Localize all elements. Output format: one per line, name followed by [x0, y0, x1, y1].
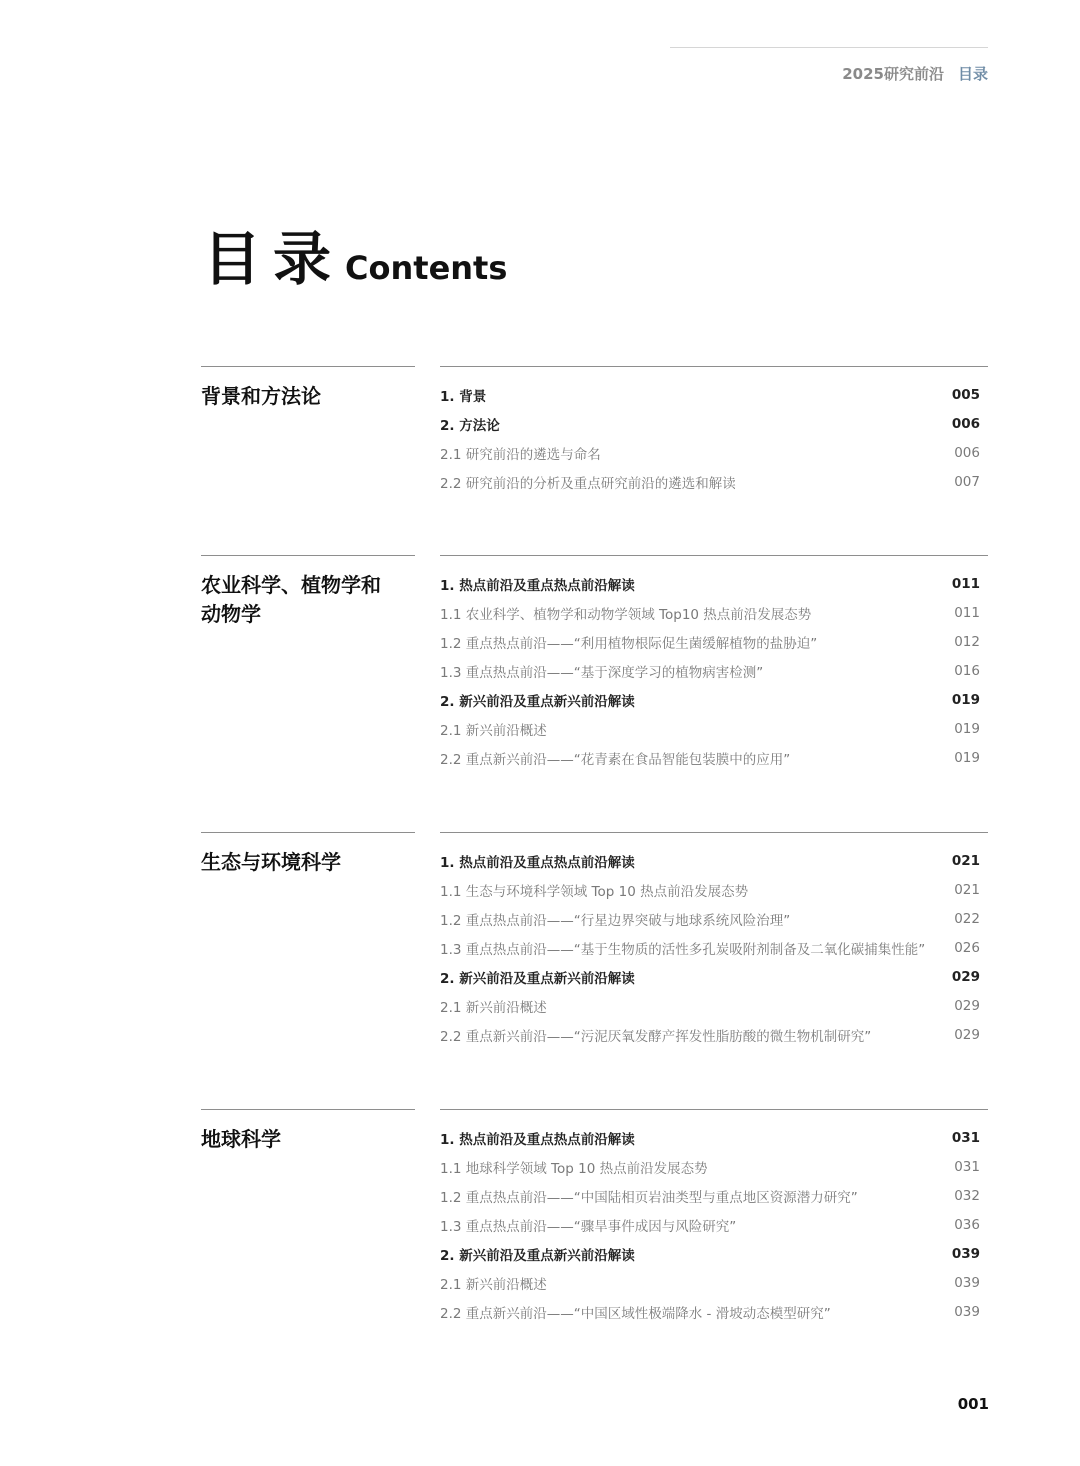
section-title: 背景和方法论	[201, 384, 321, 408]
toc-entry[interactable]	[440, 1181, 980, 1210]
toc-entry[interactable]	[440, 1239, 980, 1268]
toc-entry[interactable]	[440, 467, 980, 496]
toc-entry-page: 012	[954, 633, 980, 650]
page-title-zh: 目录	[203, 225, 344, 293]
page-title	[203, 212, 507, 296]
toc-entry-page: 016	[954, 662, 980, 679]
toc-entry-list	[440, 1123, 980, 1326]
toc-entry-page: 011	[951, 575, 980, 592]
toc-entry-label: 2. 方法论	[440, 417, 500, 434]
toc-entry-label: 1.2 重点热点前沿——“行星边界突破与地球系统风险治理”	[440, 912, 791, 929]
header-doc-title: 2025研究前沿	[842, 65, 944, 83]
section-title: 地球科学	[201, 1127, 281, 1151]
section-rule	[440, 366, 988, 367]
toc-entry-label: 2. 新兴前沿及重点新兴前沿解读	[440, 1247, 635, 1264]
toc-entry-page: 029	[954, 1026, 980, 1043]
toc-entry[interactable]	[440, 1123, 980, 1152]
toc-entry-label: 2.2 重点新兴前沿——“污泥厌氧发酵产挥发性脂肪酸的微生物机制研究”	[440, 1028, 872, 1045]
toc-entry-page: 029	[951, 968, 980, 985]
toc-entry[interactable]	[440, 380, 980, 409]
toc-entry-label: 1.1 农业科学、植物学和动物学领域 Top10 热点前沿发展态势	[440, 606, 812, 623]
toc-entry-label: 1.2 重点热点前沿——“中国陆相页岩油类型与重点地区资源潜力研究”	[440, 1189, 858, 1206]
toc-entry[interactable]	[440, 1297, 980, 1326]
toc-entry[interactable]	[440, 714, 980, 743]
toc-entry-label: 2.1 新兴前沿概述	[440, 999, 547, 1016]
header-section-label: 目录	[957, 65, 988, 83]
page-number: 001	[957, 1395, 989, 1413]
toc-entry[interactable]	[440, 569, 980, 598]
section-title: 农业科学、植物学和动物学	[201, 573, 381, 626]
section-rule	[201, 366, 415, 367]
section-rule	[201, 555, 415, 556]
toc-entry-label: 2. 新兴前沿及重点新兴前沿解读	[440, 693, 635, 710]
toc-entry-page: 021	[951, 852, 980, 869]
toc-entry[interactable]	[440, 438, 980, 467]
toc-entry-page: 036	[954, 1216, 980, 1233]
toc-entry[interactable]	[440, 1152, 980, 1181]
toc-entry[interactable]	[440, 598, 980, 627]
toc-entry-label: 2.2 重点新兴前沿——“花青素在食品智能包装膜中的应用”	[440, 751, 791, 768]
toc-entry-label: 2.2 研究前沿的分析及重点研究前沿的遴选和解读	[440, 475, 736, 492]
toc-entry-page: 029	[954, 997, 980, 1014]
toc-entry[interactable]	[440, 846, 980, 875]
toc-entry-list	[440, 380, 980, 496]
toc-entry[interactable]	[440, 1020, 980, 1049]
toc-entry[interactable]	[440, 1210, 980, 1239]
toc-entry[interactable]	[440, 409, 980, 438]
toc-entry[interactable]	[440, 991, 980, 1020]
toc-entry-list	[440, 846, 980, 1049]
section-title: 生态与环境科学	[201, 850, 341, 874]
toc-entry[interactable]	[440, 962, 980, 991]
section-rule	[440, 1109, 988, 1110]
toc-entry-label: 1.1 生态与环境科学领域 Top 10 热点前沿发展态势	[440, 883, 749, 900]
toc-entry-page: 005	[951, 386, 980, 403]
toc-entry-label: 1. 热点前沿及重点热点前沿解读	[440, 577, 635, 594]
toc-entry-page: 031	[951, 1129, 980, 1146]
running-header	[842, 63, 988, 84]
toc-entry-label: 1.1 地球科学领域 Top 10 热点前沿发展态势	[440, 1160, 708, 1177]
toc-entry[interactable]	[440, 1268, 980, 1297]
toc-entry-label: 1. 热点前沿及重点热点前沿解读	[440, 854, 635, 871]
toc-entry-page: 021	[954, 881, 980, 898]
toc-entry-page: 031	[954, 1158, 980, 1175]
toc-entry-label: 1.3 重点热点前沿——“基于深度学习的植物病害检测”	[440, 664, 764, 681]
toc-entry-label: 1. 背景	[440, 388, 487, 405]
section-rule	[440, 832, 988, 833]
toc-entry-page: 019	[954, 720, 980, 737]
toc-entry-page: 022	[954, 910, 980, 927]
toc-entry-page: 011	[954, 604, 980, 621]
toc-entry-page: 032	[954, 1187, 980, 1204]
toc-entry-page: 007	[954, 473, 980, 490]
section-rule	[440, 555, 988, 556]
toc-entry-label: 1.3 重点热点前沿——“骤旱事件成因与风险研究”	[440, 1218, 737, 1235]
toc-entry[interactable]	[440, 875, 980, 904]
toc-entry-page: 019	[951, 691, 980, 708]
toc-entry[interactable]	[440, 656, 980, 685]
toc-entry-page: 006	[954, 444, 980, 461]
toc-entry-page: 006	[951, 415, 980, 432]
toc-entry-label: 2.1 新兴前沿概述	[440, 1276, 547, 1293]
toc-entry-page: 026	[954, 939, 980, 956]
toc-entry-list	[440, 569, 980, 772]
page-title-en: Contents	[345, 249, 508, 287]
toc-entry-page: 019	[954, 749, 980, 766]
toc-entry[interactable]	[440, 685, 980, 714]
section-rule	[201, 1109, 415, 1110]
toc-entry-label: 1.3 重点热点前沿——“基于生物质的活性多孔炭吸附剂制备及二氧化碳捕集性能”	[440, 941, 926, 958]
toc-entry[interactable]	[440, 933, 980, 962]
section-rule	[201, 832, 415, 833]
toc-entry-label: 2.1 研究前沿的遴选与命名	[440, 446, 601, 463]
toc-entry-label: 2.1 新兴前沿概述	[440, 722, 547, 739]
toc-entry-page: 039	[954, 1274, 980, 1291]
toc-entry-label: 1.2 重点热点前沿——“利用植物根际促生菌缓解植物的盐胁迫”	[440, 635, 818, 652]
toc-entry-label: 2. 新兴前沿及重点新兴前沿解读	[440, 970, 635, 987]
toc-entry-page: 039	[951, 1245, 980, 1262]
toc-entry-page: 039	[954, 1303, 980, 1320]
toc-entry[interactable]	[440, 743, 980, 772]
toc-entry[interactable]	[440, 904, 980, 933]
header-rule	[670, 47, 988, 48]
toc-entry-label: 1. 热点前沿及重点热点前沿解读	[440, 1131, 635, 1148]
toc-entry[interactable]	[440, 627, 980, 656]
toc-entry-label: 2.2 重点新兴前沿——“中国区域性极端降水 - 滑坡动态模型研究”	[440, 1305, 831, 1322]
